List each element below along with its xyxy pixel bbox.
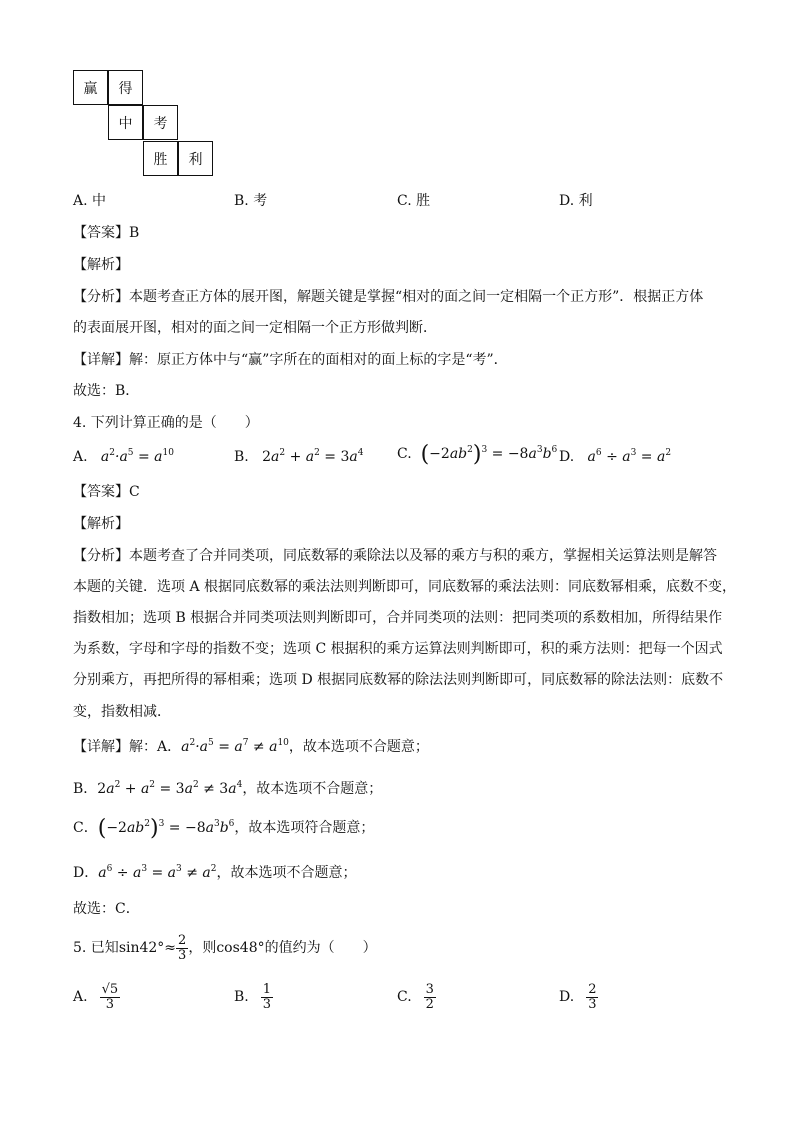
q5-option-b-label: B. <box>234 989 249 1005</box>
q4-option-d-label: D. <box>559 449 575 465</box>
q3-answer: 【答案】B <box>73 225 140 241</box>
q5-option-b <box>234 977 273 1017</box>
q4-option-b-expr: $2a^2 + a^2 = 3a^4$ <box>262 448 364 465</box>
q5-stem-prefix: 5. 已知 <box>73 940 119 956</box>
q5-option-d <box>559 977 598 1017</box>
q4-choose: 故选：C． <box>73 901 140 917</box>
q3-option-d: D. 利 <box>559 193 593 209</box>
q4-option-a-label: A. <box>73 449 88 465</box>
q5-option-c-label: C. <box>397 989 412 1005</box>
q4-analysis-line1: 【分析】本题考查了合并同类项，同底数幂的乘除法以及幂的乘方与积的乘方，掌握相关运算法则是解答 <box>73 548 717 564</box>
q4-stem: 4. 下列计算正确的是（ ） <box>73 415 259 431</box>
q5-option-d-label: D. <box>559 989 575 1005</box>
q5-stem-sin-expr: sin42°≈ <box>118 940 177 956</box>
net-cell-sheng: 胜 <box>143 141 178 176</box>
q5-option-b-fraction: $\frac{1}{3}$ <box>262 981 272 1012</box>
q4-option-b <box>234 447 363 467</box>
q4-analysis-line6: 变，指数相减． <box>73 704 171 720</box>
q4-detail-b <box>73 779 382 799</box>
q4-detail-d-expr: $a^6 \div a^3 = a^3 \ne a^2$ <box>98 864 217 881</box>
q4-option-c <box>397 444 557 465</box>
net-cell-li: 利 <box>178 141 213 176</box>
q5-option-d-fraction: $\frac{2}{3}$ <box>588 981 597 1012</box>
q4-jiexi: 【解析】 <box>73 516 129 532</box>
q3-option-b: B. 考 <box>234 193 268 209</box>
q4-option-d <box>559 447 671 467</box>
q4-analysis-line4: 为系数，字母和字母的指数不变；选项 C 根据积的乘方运算法则判断即可，积的乘方法则：把每一个因式 <box>73 641 723 657</box>
q4-option-b-label: B. <box>234 449 249 465</box>
q5-stem-tail: 的值约为（ ） <box>264 940 377 956</box>
q4-detail-b-tail: ，故本选项不合题意； <box>242 781 383 797</box>
q4-detail-c-expr: $(-2ab^2)^3 = -8a^3b^6$ <box>97 816 235 841</box>
q5-stem-mid: ，则 <box>188 940 217 956</box>
q4-answer: 【答案】C <box>73 484 140 500</box>
q4-detail-a-prefix: 【详解】解：A． <box>73 739 182 755</box>
q4-detail-c-tail: ，故本选项符合题意； <box>234 820 375 836</box>
q5-option-c-fraction: $\frac{3}{2}$ <box>425 981 434 1012</box>
q5-stem-fraction: $\frac{2}{3}$ <box>178 932 187 963</box>
q4-option-c-label: C. <box>397 446 412 462</box>
q4-option-a <box>73 447 174 467</box>
q4-analysis-line5: 分别乘方，再把所得的幂相乘；选项 D 根据同底数幂的除法法则判断即可，同底数幂的除法法则：底数不 <box>73 672 724 688</box>
q5-option-a-fraction: $\frac{√5}{3}$ <box>101 981 119 1012</box>
q4-detail-a-tail: ，故本选项不合题意； <box>288 739 429 755</box>
q4-detail-b-expr: $2a^2 + a^2 = 3a^2 \ne 3a^4$ <box>97 780 243 797</box>
net-cell-de: 得 <box>108 70 143 105</box>
q4-option-c-expr: $(-2ab^2)^3 = -8a^3b^6$ <box>420 442 558 467</box>
q4-detail-c-prefix: C． <box>73 820 98 836</box>
q4-detail-d <box>73 863 356 883</box>
q5-stem <box>73 930 377 966</box>
q3-analysis-line1: 【分析】本题考查正方体的展开图，解题关键是掌握“相对的面之间一定相隔一个正方形”．根据正方体 <box>73 289 704 305</box>
q5-stem-cos-expr: cos48° <box>216 940 265 956</box>
q5-option-a-label: A. <box>73 989 88 1005</box>
q4-detail-d-prefix: D． <box>73 865 99 881</box>
q3-detail: 【详解】解：原正方体中与“赢”字所在的面相对的面上标的字是“考”． <box>73 352 508 368</box>
q5-option-a <box>73 977 120 1017</box>
q4-detail-a <box>73 737 429 757</box>
q4-detail-d-tail: ，故本选项不合题意； <box>216 865 357 881</box>
net-cell-kao: 考 <box>143 105 178 140</box>
q4-detail-a-expr: $a^2\cdot a^5 = a^7 \ne a^{10}$ <box>181 738 289 755</box>
q4-analysis-line2: 本题的关键．选项 A 根据同底数幂的乘法法则判断即可，同底数幂的乘法法则：同底数幂相乘，底数不变， <box>73 579 737 595</box>
q4-detail-b-prefix: B． <box>73 781 98 797</box>
q4-detail-c <box>73 818 374 839</box>
q3-option-a: A. 中 <box>73 193 107 209</box>
q4-analysis-line3: 指数相加；选项 B 根据合并同类项法则判断即可，合并同类项的法则：把同类项的系数相加，所得结果作 <box>73 610 723 626</box>
q4-option-d-expr: $a^6 \div a^3 = a^2$ <box>578 448 672 465</box>
q3-jiexi: 【解析】 <box>73 257 129 273</box>
q5-option-c <box>397 977 436 1017</box>
q3-analysis-line2: 的表面展开图，相对的面之间一定相隔一个正方形做判断． <box>73 320 437 336</box>
q3-option-c: C. 胜 <box>397 193 431 209</box>
q3-choose: 故选：B． <box>73 383 140 399</box>
q4-option-a-expr: $a^2\cdot a^5 = a^{10}$ <box>92 448 174 465</box>
net-cell-ying: 赢 <box>73 70 108 105</box>
net-cell-zhong: 中 <box>108 105 143 140</box>
